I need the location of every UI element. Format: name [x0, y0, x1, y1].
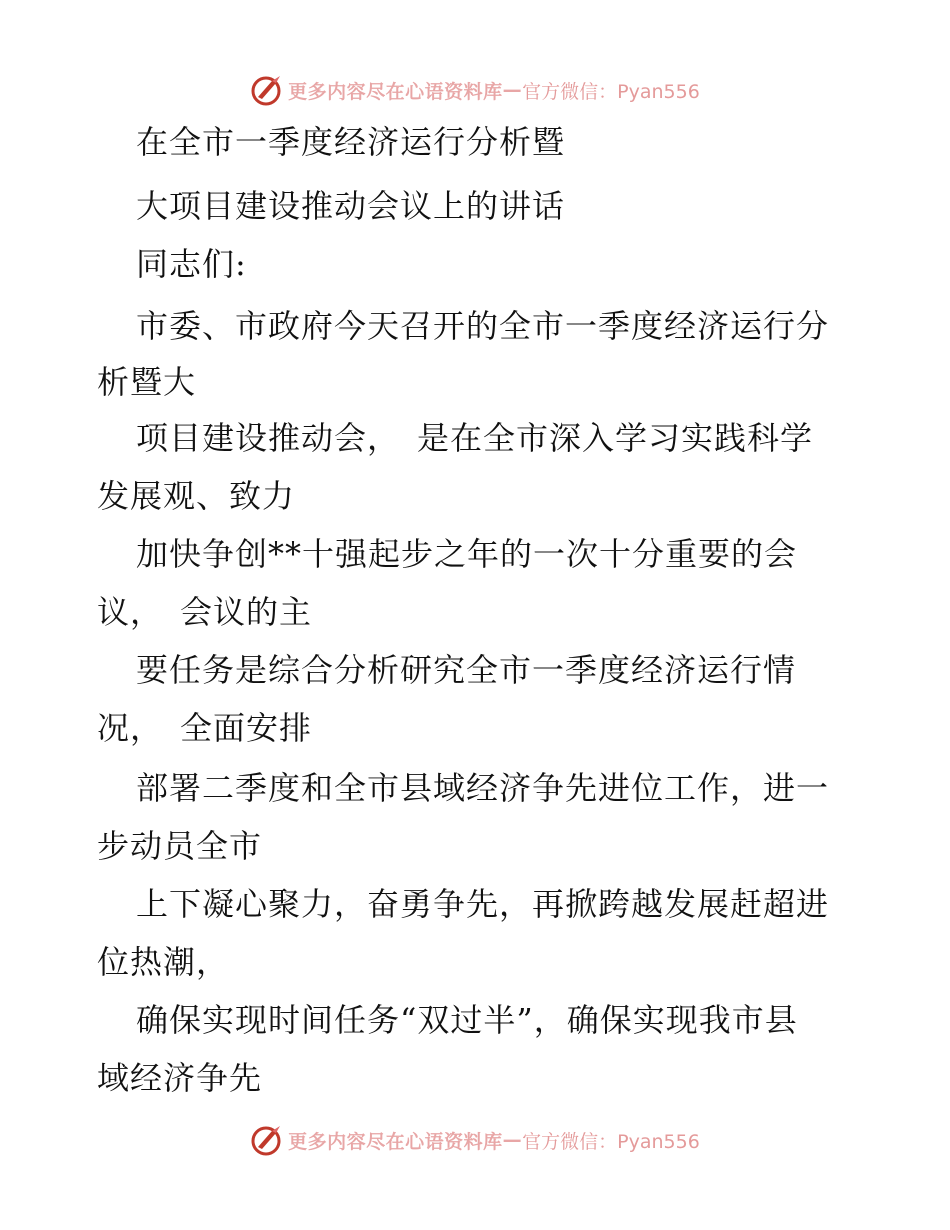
paragraph-line: 上下凝心聚力，奋勇争先，再掀跨越发展赶超进: [136, 885, 830, 923]
paragraph-line: 确保实现时间任务“双过半”，确保实现我市县: [136, 1001, 798, 1039]
banner-wechat-text: 官方微信：Pyan556: [522, 80, 700, 103]
paragraph-line: 析暨大: [97, 363, 197, 401]
header-banner: [0, 70, 950, 110]
salutation: 同志们:: [136, 245, 247, 283]
document-title-line-2: 大项目建设推动会议上的讲话: [136, 187, 566, 225]
banner-site-text: 更多内容尽在心语资料库: [288, 1130, 503, 1153]
paragraph-line: 况， 全面安排: [97, 709, 313, 747]
paragraph-line: 部署二季度和全市县域经济争先进位工作，进一: [136, 769, 830, 807]
logo-quill-icon: [250, 73, 284, 107]
document-title-line-1: 在全市一季度经济运行分析暨: [136, 123, 566, 161]
paragraph-line: 位热潮，: [97, 943, 230, 981]
paragraph-line: 市委、市政府今天召开的全市一季度经济运行分: [136, 307, 830, 345]
paragraph-line: 加快争创**十强起步之年的一次十分重要的会: [136, 535, 798, 573]
banner-site-text: 更多内容尽在心语资料库: [288, 80, 503, 103]
banner-separator: —: [502, 1129, 523, 1151]
logo-quill-icon: [250, 1123, 284, 1157]
footer-banner: [0, 1120, 950, 1160]
paragraph-line: 项目建设推动会， 是在全市深入学习实践科学: [136, 419, 814, 457]
banner-wechat-text: 官方微信：Pyan556: [522, 1130, 700, 1153]
paragraph-line: 步动员全市: [97, 827, 263, 865]
paragraph-line: 议， 会议的主: [97, 593, 313, 631]
paragraph-line: 域经济争先: [97, 1059, 263, 1097]
banner-separator: —: [502, 79, 523, 101]
paragraph-line: 发展观、致力: [97, 477, 296, 515]
paragraph-line: 要任务是综合分析研究全市一季度经济运行情: [136, 651, 797, 689]
